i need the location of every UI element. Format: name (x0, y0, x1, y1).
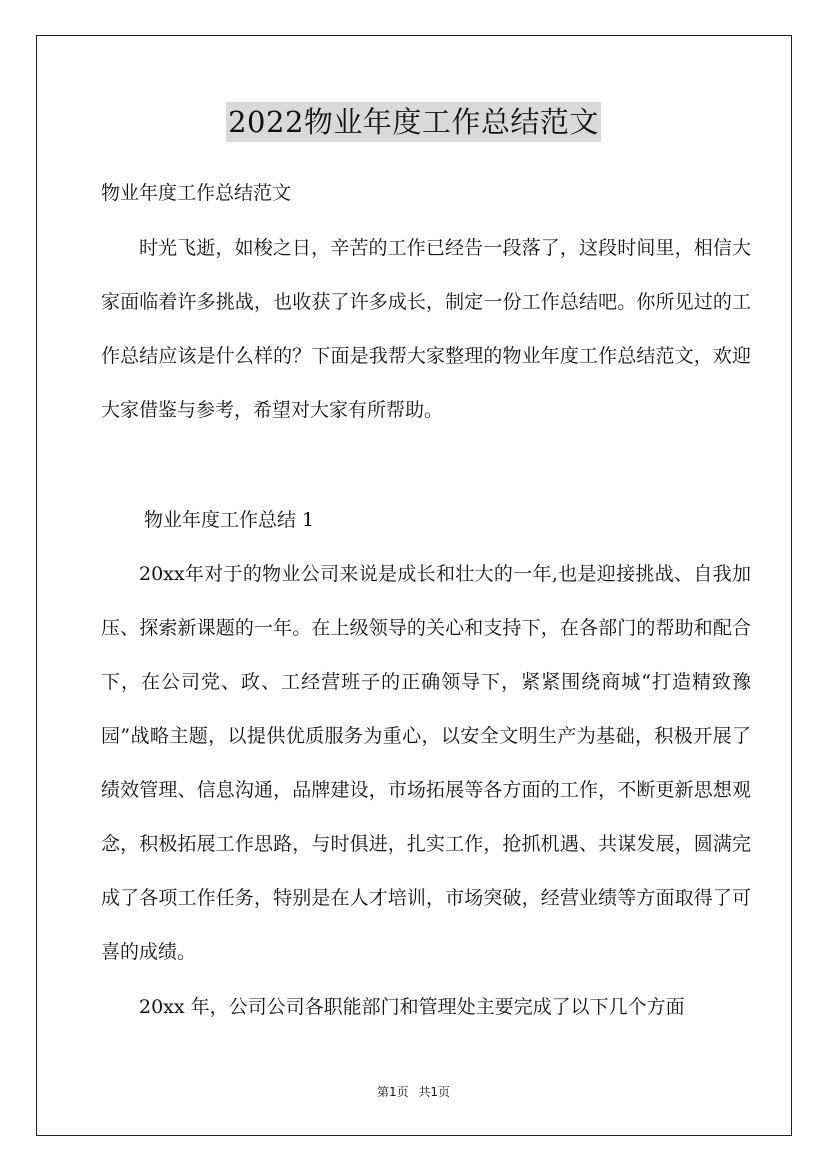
intro-paragraph: 时光飞逝，如梭之日，辛苦的工作已经告一段落了，这段时间里，相信大家面临着许多挑战，也收获了许多成长，制定一份工作总结吧。你所见过的工作总结应该是什么样的？下面是我帮大家整理的物业年度工作总结范文，欢迎大家借鉴与参考，希望对大家有所帮助。 (101, 237, 751, 421)
section-heading: 物业年度工作总结 1 (144, 509, 315, 531)
document-title: 2022物业年度工作总结范文 (226, 102, 601, 142)
title-area (0, 102, 827, 142)
document-subtitle: 物业年度工作总结范文 (101, 182, 292, 204)
page-number: 第1页 (376, 1085, 409, 1099)
body-paragraph-2: 20xx 年，公司公司各职能部门和管理处主要完成了以下几个方面 (139, 996, 685, 1018)
page-total: 共1页 (418, 1085, 451, 1099)
page-footer (0, 1084, 827, 1100)
body-paragraph-1: 20xx年对于的物业公司来说是成长和壮大的一年,也是迎接挑战、自我加压、探索新课题的一年。在上级领导的关心和支持下，在各部门的帮助和配合下，在公司党、政、工经营班子的正确领导下，紧紧围绕商城“打造精致豫园”战略主题，以提供优质服务为重心，以安全文明生产为基础，积极开展了绩效管理、信息沟通，品牌建设，市场拓展等各方面的工作，不断更新思想观念，积极拓展工作思路，与时俱进，扎实工作，抢抓机遇、共谋发展，圆满完成了各项工作任务，特别是在人才培训，市场突破，经营业绩等方面取得了可喜的成绩。 (101, 563, 751, 963)
